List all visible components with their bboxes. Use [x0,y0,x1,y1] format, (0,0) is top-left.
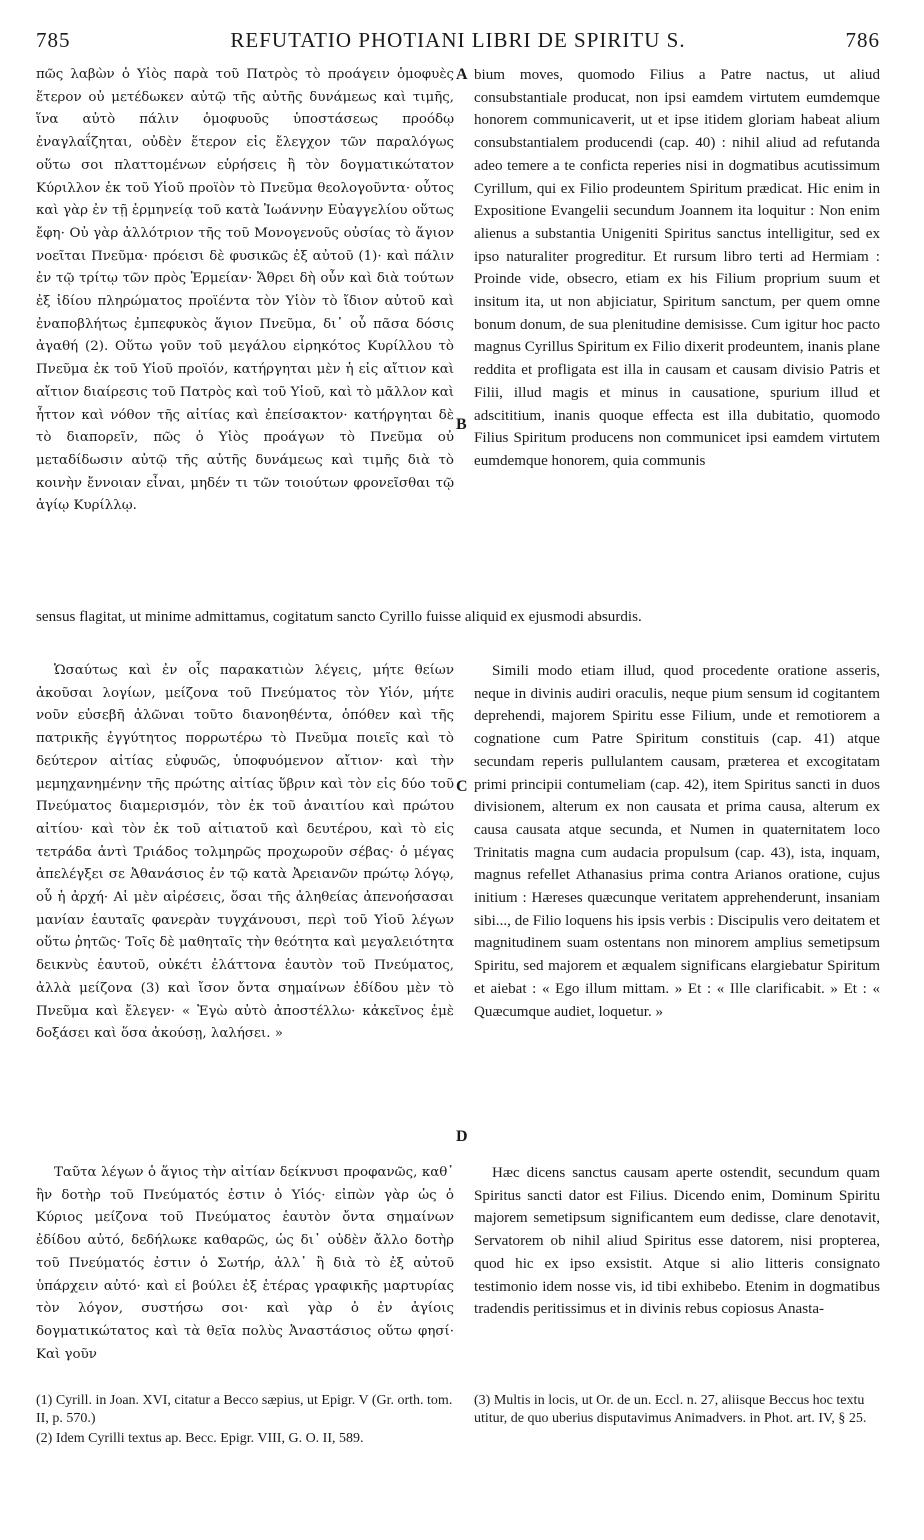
margin-marker-a: A [456,66,468,83]
greek-column-bottom [36,1162,454,1372]
latin-column-bottom [474,1162,880,1372]
latin-paragraph: Simili modo etiam illud, quod procedente oratione asseris, neque in divinis audiri oraculis, neque pium sensum id cogitantem deprehendi, majorem Spiritu esse Filium, unde et remotiorem a cognatione cum Patre Spiritum constituis (cap. 41) atque secundam reperis pullulantem causam, præterea et excogitatam primi principii contumeliam (cap. 42), item Spiritus sancti in duos divisionem, alterum ex non causata et prima causa, alterum ex causa causata atque secunda, et Numen in quaternitatem loco Trinitatis magna cum audacia propulsum (cap. 43), ista, inquam, magnus refellet Athanasius prima contra Arianos oratione, cujus initium : Hæreses quæcunque veritatem apprehenderunt, insaniam sibi..., de Filio loquens his ipsis verbis : Discipulis vero deitatem et magnitudinem suam ostentans non minorem amplius semetipsum Spiritu, sed majorem et æqualem significans elargiebatur Spiritum et aiebat : « Ego illum mittam. » Et : « Ille clarificabit. » Et : « Quæcumque audiet, loquetur. » [474,663,880,1020]
page-header [36,28,880,56]
margin-marker-b: B [456,416,467,433]
greek-paragraph: πῶς λαβὼν ὁ Υἱὸς παρὰ τοῦ Πατρὸς τὸ προάγειν ὁμοφυὲς ἕτερον οὐ μετέδωκεν αὐτῷ τῆς αὐτῆς δυνάμεως καὶ τιμῆς, ἵνα αὐτὸ πάλιν ὁμοφυοῦς ὑποστάσεως προόδῳ ἐναγλαΐζηται, οὐδὲν ἕτερον εἰς ἔλεγχον τῶν παραλόγως οὕτω σοι πλαττομένων εὑρήσεις ἢ τὸν δογματικώτατον Κύριλλον ἐκ τοῦ Υἱοῦ προϊὸν τὸ Πνεῦμα θεολογοῦντα· οὗτος καὶ γὰρ ἐν τῇ ἑρμηνείᾳ τοῦ κατὰ Ἰωάννην Εὐαγγελίου οὕτως ἔφη· Οὐ γὰρ ἀλλότριον τῆς τοῦ Μονογενοῦς οὐσίας τὸ ἅγιον νοεῖται Πνεῦμα· πρόεισι δὲ φυσικῶς ἐξ αὐτοῦ (1)· καὶ πάλιν ἐν τῷ τρίτῳ τῶν πρὸς Ἑρμείαν· Ἄθρει δὴ οὖν καὶ διὰ τούτων ἐξ ἰδίου πληρώματος προϊέντα τὸν Υἱὸν τὸ ἴδιον αὐτοῦ καὶ ἐναποβλήτως ἐμπεφυκὸς ἅγιον Πνεῦμα, δι᾽ οὗ πᾶσα δόσις ἀγαθή (2). Οὕτω γοῦν τοῦ μεγάλου εἰρηκότος Κυρίλλου τὸ Πνεῦμα ἐκ τοῦ Υἱοῦ προϊόν, κατήργηται μὲν ἡ εἰς αἴτιον καὶ αἴτιον διαίρεσις τοῦ Πατρὸς καὶ τοῦ Υἱοῦ, καὶ τὸ μᾶλλον καὶ ἧττον καὶ νόθον τῆς αἰτίας καὶ ἐπείσακτον· κατήργηται δὲ τὸ διαπορεῖν, πῶς ὁ Υἱὸς προάγων τὸ Πνεῦμα οὐ μεταδίδωσιν αὐτῷ τῆς αὐτῆς δυνάμεως καὶ τιμῆς διὰ τὸ κοινὴν ἔννοιαν εἶναι, μηδέν τι τῶν τοιούτων φρονεῖσθαι τῷ ἁγίῳ Κυρίλλῳ. [36,67,454,514]
latin-column-top [474,64,880,604]
page-number-right: 786 [845,28,880,52]
footnote: (3) Multis in locis, ut Or. de un. Eccl. n. 27, aliisque Beccus hoc textu utitur, de quo uberius disputavimus Animadvers. in Phot. art. IV, § 25. [474,1393,867,1426]
footnotes-right [474,1392,880,1430]
running-title: REFUTATIO PHOTIANI LIBRI DE SPIRITU S. [230,28,686,52]
greek-paragraph: Ταῦτα λέγων ὁ ἅγιος τὴν αἰτίαν δείκνυσι προφανῶς, καθ᾽ ἣν δοτὴρ τοῦ Πνεύματός ἐστιν ὁ Υἱός· εἰπὼν γὰρ ὡς ὁ Κύριος μείζονα τοῦ Πνεύματος ἑαυτὸν ὄντα σημαίνων ἐδίδου αὐτό, δεδήλωκε καθαρῶς, ὡς δι᾽ οὐδὲν ἄλλο δοτὴρ τοῦ Πνεύματός ἐστιν ὁ Σωτήρ, ἀλλ᾽ ἢ διὰ τὸ ἐξ αὐτοῦ ὑπάρχειν αὐτό· καὶ εἰ βούλει ἐξ ἑτέρας γραφικῆς μαρτυρίας τὸν λόγον, συστήσω σοι· καὶ γὰρ ὁ ἐν ἁγίοις δογματικώτατος καὶ τὰ θεῖα πολὺς Ἀναστάσιος οὕτω φησί· Καὶ γοῦν [36,1165,454,1362]
spanning-sentence: sensus flagitat, ut minime admittamus, cogitatum sancto Cyrillo fuisse aliquid ex ejusmodi absurdis. [36,609,642,625]
greek-paragraph: Ὡσαύτως καὶ ἐν οἷς παρακατιὼν λέγεις, μήτε θείων ἀκοῦσαι λογίων, μείζονα τοῦ Πνεύματος τὸν Υἱόν, μήτε νοῦν εὐσεβῆ ἁλῶναι τοῦτο διανοηθέντα, ὁπόθεν καὶ τῆς πατρικῆς ἐγγύτητος πορρωτέρω τὸ Πνεῦμα ποιεῖς καὶ τὸ δεύτερον αἰτίας εὐφυῶς, ὑποφυόμενον αἴτιον· καὶ τὴν μεμηχανημένην τῆς πρώτης αἰτίας ὕβριν καὶ τὸν εἰς δύο τοῦ Πνεύματος διαμερισμόν, τὸν ἐκ τοῦ ἀναιτίου καὶ πρώτου αἰτίου· καὶ τὸν ἐκ τοῦ αἰτιατοῦ καὶ δευτέρου, καὶ τὸ εἰς τετράδα ἀντὶ Τριάδος τολμηρῶς προχωροῦν σέβας· ὁ μέγας ἀπελέγξει σε Ἀθανάσιος ἐν τῷ κατὰ Ἀρειανῶν πρώτῳ λόγῳ, οὗ ἡ ἀρχή· Αἱ μὲν αἱρέσεις, ὅσαι τῆς ἀληθείας ἀπενοήσασαι μανίαν ἑαυταῖς φανερὰν τυγχάνουσι, περὶ τοῦ Υἱοῦ λέγων οὕτω ῥητῶς· Τοῖς δὲ μαθηταῖς τὴν θεότητα καὶ μεγαλειότητα δεικνὺς ἑαυτοῦ, οὐκέτι ἐλάττονα ἑαυτὸν τοῦ Πνεύματος, ἀλλὰ μείζονα (3) καὶ ἴσον ὄντα σημαίνων ἐδίδου μὲν τὸ Πνεῦμα καὶ ἔλεγεν· « Ἐγὼ αὐτὸ ἀποστέλλω· κἀκεῖνος ἐμὲ δοξάσει καὶ ὅσα ἀκούσῃ, λαλήσει. » [36,663,454,1042]
spanning-text [36,606,880,629]
greek-column-middle [36,660,454,1130]
footnote: (2) Idem Cyrilli textus ap. Becc. Epigr. VIII, G. O. II, 589. [36,1431,364,1446]
latin-column-middle [474,660,880,1150]
latin-paragraph: Hæc dicens sanctus causam aperte ostendit, secundum quam Spiritus sancti dator est Filius. Dicendo enim, Dominum Spiritu majorem semetipsum significantem eum dedisse, clare denotavit, Servatorem ob nihil aliud Spiritus esse datorem, nisi propterea, quod hic ex ipso exsistit. Atque si alio litteris consignato testimonio idem nosse vis, id tibi exhibebo. Etenim in dogmatibus tradendis peritissimus et in divinis rebus copiosus Anasta- [474,1165,880,1318]
page-number-left: 785 [36,28,71,52]
latin-paragraph: bium moves, quomodo Filius a Patre nactus, ut aliud consubstantiale producat, non ipsi eamdem virtutem eumdemque honorem communicaverit, ut et ipse itidem gloriam habeat alium consubstantialem producendi (cap. 40) : nihil aliud ad refutanda adeo temere a te conficta reperies nisi in dogmatibus acutissimum Cyrillum, qui ex Filio prodeuntem Spiritum prædicat. Hic enim in Expositione Evangelii secundum Joannem ita loquitur : Non enim alienus a substantia Unigeniti Spiritus sanctus intelligitur, sed ex ipso naturaliter progreditur. Et rursum libro terti ad Hermiam : Proinde vide, obsecro, etiam ex his Filium proprium suum et insitum ita, ut non abjiciatur, Spiritum sanctum, per quem omne bonum donum, de sua plenitudine demisisse. Cum igitur hoc pacto magnus Cyrillus Spiritum ex Filio dixerit prodeuntem, inanis plane reddita et profligata est illa in causam et causam divisio Patris et Filii, illud magis et minus in causatione, spurium illud et adscititium, inanis quoque effecta est illa dubitatio, quomodo Filius Spiritum producens non communicet ipsi eamdem virtutem eumdemque honorem, quia communis [474,67,880,469]
margin-marker-c: C [456,778,468,795]
footnotes-left [36,1392,454,1450]
footnote: (1) Cyrill. in Joan. XVI, citatur a Becco sæpius, ut Epigr. V (Gr. orth. tom. II, p. 570.) [36,1393,453,1426]
margin-marker-d: D [456,1128,468,1145]
greek-column-top [36,64,454,604]
